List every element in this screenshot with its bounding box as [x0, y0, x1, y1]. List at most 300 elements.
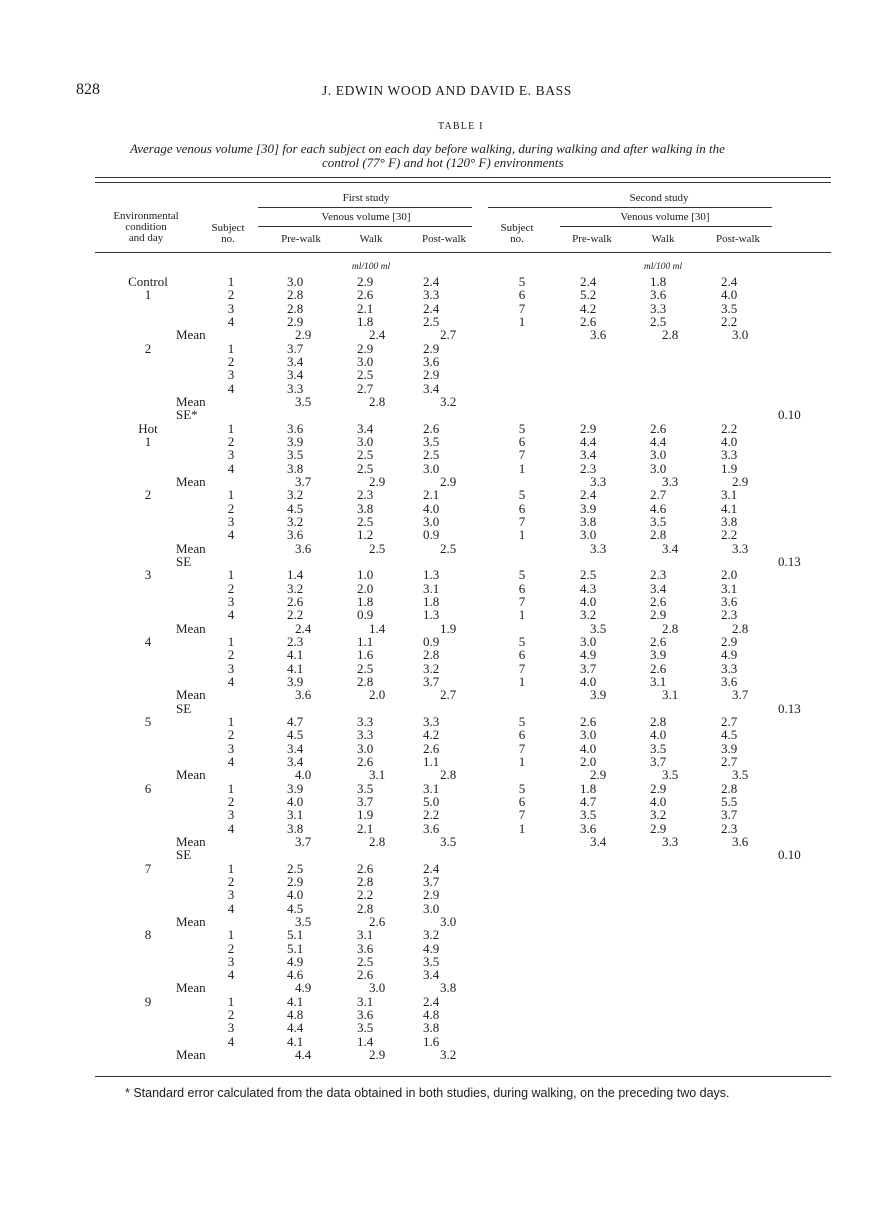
table-caption-line-2: control (77° F) and hot (120° F) environments — [322, 155, 564, 170]
condition-day-label: 3 — [144, 567, 152, 583]
subject-no-first: 3 — [227, 1020, 235, 1036]
mean-prewalk-second: 3.3 — [590, 540, 607, 556]
subject-no-second: 5 — [518, 567, 526, 583]
subject-no-first: 2 — [227, 873, 235, 889]
postwalk-value-second: 2.2 — [721, 313, 738, 329]
postwalk-value-first: 4.9 — [423, 940, 440, 956]
prewalk-value-first: 2.9 — [287, 313, 304, 329]
postwalk-value-second: 4.0 — [721, 433, 738, 449]
subject-no-first: 4 — [227, 460, 235, 476]
subject-no-second: 5 — [518, 420, 526, 436]
walk-value-first: 1.4 — [357, 1033, 374, 1049]
walk-value-second: 4.4 — [650, 433, 667, 449]
subject-no-first: 3 — [227, 887, 235, 903]
standard-error-value: 0.13 — [778, 553, 801, 569]
mean-prewalk-first: 3.7 — [295, 473, 312, 489]
walk-header-1: Walk — [359, 233, 383, 245]
subject-header-2-line-1: Subject — [500, 222, 534, 234]
walk-value-second: 2.7 — [650, 487, 667, 503]
mean-row — [0, 768, 890, 781]
postwalk-value-second: 2.8 — [721, 780, 738, 796]
subject-no-first: 1 — [227, 860, 235, 876]
prewalk-value-first: 4.5 — [287, 900, 304, 916]
prewalk-value-second: 4.3 — [580, 580, 597, 596]
mean-prewalk-second: 3.5 — [590, 620, 607, 636]
first-study-rule — [258, 207, 472, 208]
walk-value-second: 3.0 — [650, 460, 667, 476]
prewalk-value-second: 2.0 — [580, 753, 597, 769]
prewalk-value-first: 1.4 — [287, 567, 304, 583]
mean-prewalk-first: 2.9 — [295, 327, 312, 343]
second-study-header: Second study — [629, 192, 689, 204]
row-kind-label: SE — [176, 553, 192, 569]
condition-day-label: 5 — [144, 713, 152, 729]
walk-value-first: 1.1 — [357, 633, 374, 649]
prewalk-value-first: 2.6 — [287, 593, 304, 609]
subject-no-second: 6 — [518, 500, 526, 516]
subject-no-first: 4 — [227, 900, 235, 916]
table-row — [0, 368, 890, 381]
prewalk-value-second: 2.6 — [580, 313, 597, 329]
mean-walk-second: 2.8 — [662, 327, 679, 343]
table-row — [0, 528, 890, 541]
subject-no-second: 7 — [518, 740, 526, 756]
walk-value-first: 2.8 — [357, 673, 374, 689]
row-kind-label: SE — [176, 847, 192, 863]
walk-value-second: 2.6 — [650, 420, 667, 436]
mean-postwalk-second: 2.8 — [732, 620, 749, 636]
prewalk-value-second: 3.0 — [580, 527, 597, 543]
subject-no-first: 2 — [227, 1007, 235, 1023]
walk-value-second: 3.6 — [650, 287, 667, 303]
walk-value-first: 1.2 — [357, 527, 374, 543]
walk-value-second: 3.9 — [650, 647, 667, 663]
table-row — [0, 448, 890, 461]
table-row — [0, 422, 890, 435]
walk-value-second: 2.8 — [650, 713, 667, 729]
walk-value-first: 2.0 — [357, 580, 374, 596]
prewalk-value-second: 3.4 — [580, 447, 597, 463]
mean-row — [0, 835, 890, 848]
table-caption-line-1: Average venous volume [30] for each subject on each day before walking, during walking and after walking in the — [130, 141, 725, 156]
mean-prewalk-first: 4.9 — [295, 980, 312, 996]
walk-value-first: 3.7 — [357, 793, 374, 809]
env-header-line-3: and day — [128, 232, 164, 244]
walk-value-first: 2.6 — [357, 860, 374, 876]
subject-no-first: 1 — [227, 567, 235, 583]
mean-prewalk-second: 3.4 — [590, 833, 607, 849]
subject-no-second: 1 — [518, 607, 526, 623]
table-row — [0, 728, 890, 741]
condition-day-label: Hot — [138, 420, 158, 436]
prewalk-value-first: 4.0 — [287, 793, 304, 809]
table-row — [0, 515, 890, 528]
subject-no-second: 5 — [518, 780, 526, 796]
condition-day-label: Control — [128, 274, 168, 289]
prewalk-value-first: 3.2 — [287, 487, 304, 503]
mean-prewalk-first: 3.6 — [295, 687, 312, 703]
postwalk-value-second: 2.7 — [721, 753, 738, 769]
subject-no-second: 1 — [518, 673, 526, 689]
table-row — [0, 995, 890, 1008]
subject-no-first: 4 — [227, 313, 235, 329]
se-row — [0, 555, 890, 568]
walk-value-second: 3.0 — [650, 447, 667, 463]
subject-no-second: 1 — [518, 460, 526, 476]
prewalk-value-second: 2.6 — [580, 713, 597, 729]
postwalk-value-second: 3.6 — [721, 593, 738, 609]
walk-value-first: 2.5 — [357, 953, 374, 969]
mean-row — [0, 688, 890, 701]
table-row — [0, 755, 890, 768]
mean-postwalk-second: 3.0 — [732, 327, 749, 343]
subject-no-first: 1 — [227, 780, 235, 796]
table-row — [0, 435, 890, 448]
postwalk-value-first: 2.1 — [423, 487, 440, 503]
walk-value-second: 3.3 — [650, 300, 667, 316]
table-top-rule-2 — [95, 182, 831, 183]
walk-value-first: 3.5 — [357, 780, 374, 796]
table-row — [0, 582, 890, 595]
prewalk-value-first: 4.1 — [287, 1033, 304, 1049]
mean-walk-first: 2.6 — [369, 913, 386, 929]
table-row — [0, 888, 890, 901]
table-row — [0, 502, 890, 515]
prewalk-value-second: 3.0 — [580, 633, 597, 649]
table-row — [0, 875, 890, 888]
venous-volume-header-2: Venous volume [30] — [620, 211, 710, 223]
subject-no-second: 7 — [518, 447, 526, 463]
subject-no-first: 4 — [227, 820, 235, 836]
mean-walk-second: 3.3 — [662, 473, 679, 489]
walk-value-first: 3.6 — [357, 1007, 374, 1023]
table-row — [0, 1021, 890, 1034]
mean-row — [0, 542, 890, 555]
postwalk-value-first: 2.4 — [423, 300, 440, 316]
subject-no-first: 1 — [227, 420, 235, 436]
postwalk-value-first: 4.8 — [423, 1007, 440, 1023]
table-row — [0, 635, 890, 648]
walk-value-second: 2.3 — [650, 567, 667, 583]
mean-walk-first: 2.8 — [369, 833, 386, 849]
postwalk-value-second: 2.9 — [721, 633, 738, 649]
postwalk-value-second: 2.3 — [721, 820, 738, 836]
mean-prewalk-first: 4.4 — [295, 1047, 312, 1063]
prewalk-value-first: 3.2 — [287, 513, 304, 529]
walk-value-second: 2.5 — [650, 313, 667, 329]
subject-no-first: 2 — [227, 727, 235, 743]
table-row — [0, 462, 890, 475]
subject-no-second: 6 — [518, 580, 526, 596]
postwalk-value-first: 3.7 — [423, 673, 440, 689]
subject-no-first: 1 — [227, 713, 235, 729]
prewalk-value-first: 2.9 — [287, 873, 304, 889]
second-study-rule — [488, 207, 772, 208]
prewalk-value-second: 4.2 — [580, 300, 597, 316]
prewalk-value-first: 3.9 — [287, 433, 304, 449]
mean-postwalk-second: 3.3 — [732, 540, 749, 556]
walk-value-second: 4.6 — [650, 500, 667, 516]
table-label: TABLE I — [438, 121, 484, 132]
table-row — [0, 822, 890, 835]
postwalk-value-first: 1.3 — [423, 607, 440, 623]
walk-value-first: 2.6 — [357, 753, 374, 769]
mean-prewalk-first: 3.5 — [295, 393, 312, 409]
table-row — [0, 795, 890, 808]
postwalk-value-first: 1.6 — [423, 1033, 440, 1049]
condition-day-label: 9 — [144, 993, 152, 1009]
mean-walk-first: 2.5 — [369, 540, 386, 556]
postwalk-value-first: 3.5 — [423, 433, 440, 449]
subject-no-first: 1 — [227, 993, 235, 1009]
subject-no-second: 1 — [518, 313, 526, 329]
walk-value-first: 3.3 — [357, 727, 374, 743]
postwalk-value-first: 4.0 — [423, 500, 440, 516]
mean-prewalk-second: 3.6 — [590, 327, 607, 343]
table-row — [0, 302, 890, 315]
postwalk-value-second: 2.3 — [721, 607, 738, 623]
walk-value-first: 2.9 — [357, 274, 374, 289]
subject-no-second: 7 — [518, 807, 526, 823]
mean-postwalk-second: 3.6 — [732, 833, 749, 849]
postwalk-value-first: 2.4 — [423, 993, 440, 1009]
condition-day-label: 2 — [144, 340, 152, 356]
postwalk-value-second: 3.3 — [721, 447, 738, 463]
walk-value-first: 3.1 — [357, 927, 374, 943]
postwalk-value-first: 2.8 — [423, 647, 440, 663]
walk-value-first: 1.8 — [357, 313, 374, 329]
mean-row — [0, 981, 890, 994]
walk-value-first: 3.6 — [357, 940, 374, 956]
prewalk-value-second: 2.5 — [580, 567, 597, 583]
mean-walk-first: 2.9 — [369, 473, 386, 489]
prewalk-value-first: 3.0 — [287, 274, 304, 289]
venous-volume-header-1: Venous volume [30] — [321, 211, 411, 223]
postwalk-value-first: 3.5 — [423, 953, 440, 969]
subject-no-first: 3 — [227, 807, 235, 823]
walk-value-first: 2.5 — [357, 513, 374, 529]
postwalk-value-second: 5.5 — [721, 793, 738, 809]
walk-value-first: 2.8 — [357, 873, 374, 889]
subject-no-first: 3 — [227, 367, 235, 383]
postwalk-value-second: 4.5 — [721, 727, 738, 743]
subject-no-first: 1 — [227, 927, 235, 943]
table-row — [0, 382, 890, 395]
table-row — [0, 808, 890, 821]
subject-header-line-2: no. — [221, 233, 235, 245]
prewalk-value-first: 4.7 — [287, 713, 304, 729]
mean-row — [0, 328, 890, 341]
prewalk-value-second: 5.2 — [580, 287, 597, 303]
subject-header-2-line-2: no. — [510, 233, 524, 245]
walk-value-second: 1.8 — [650, 274, 667, 289]
postwalk-value-second: 3.5 — [721, 300, 738, 316]
postwalk-value-first: 4.2 — [423, 727, 440, 743]
walk-value-first: 2.6 — [357, 967, 374, 983]
subject-no-second: 1 — [518, 753, 526, 769]
postwalk-value-first: 3.8 — [423, 1020, 440, 1036]
postwalk-header-1: Post-walk — [422, 233, 466, 245]
condition-day-label: 4 — [144, 633, 152, 649]
walk-value-first: 1.9 — [357, 807, 374, 823]
walk-value-second: 3.7 — [650, 753, 667, 769]
env-header-line-1: Environmental — [113, 210, 179, 222]
postwalk-value-second: 2.2 — [721, 420, 738, 436]
subject-no-first: 4 — [227, 527, 235, 543]
walk-value-second: 2.6 — [650, 633, 667, 649]
postwalk-value-second: 2.7 — [721, 713, 738, 729]
table-row — [0, 342, 890, 355]
postwalk-value-second: 3.1 — [721, 580, 738, 596]
mean-prewalk-first: 3.6 — [295, 540, 312, 556]
postwalk-value-first: 3.3 — [423, 287, 440, 303]
subject-no-second: 5 — [518, 487, 526, 503]
mean-prewalk-second: 2.9 — [590, 767, 607, 783]
mean-prewalk-first: 3.5 — [295, 913, 312, 929]
prewalk-value-second: 4.9 — [580, 647, 597, 663]
walk-value-second: 3.4 — [650, 580, 667, 596]
prewalk-value-first: 3.3 — [287, 380, 304, 396]
table-row — [0, 595, 890, 608]
table-row — [0, 782, 890, 795]
venous-volume-rule-1 — [258, 226, 472, 227]
subject-no-first: 3 — [227, 740, 235, 756]
prewalk-value-second: 2.4 — [580, 274, 597, 289]
postwalk-value-second: 4.0 — [721, 287, 738, 303]
prewalk-value-second: 4.0 — [580, 740, 597, 756]
row-kind-label: Mean — [176, 767, 206, 783]
mean-row — [0, 1048, 890, 1061]
postwalk-value-second: 1.9 — [721, 460, 738, 476]
subject-no-second: 7 — [518, 513, 526, 529]
mean-postwalk-first: 2.8 — [440, 767, 457, 783]
mean-walk-second: 2.8 — [662, 620, 679, 636]
subject-no-second: 5 — [518, 713, 526, 729]
prewalk-value-second: 3.2 — [580, 607, 597, 623]
prewalk-value-first: 3.6 — [287, 527, 304, 543]
prewalk-value-first: 4.5 — [287, 727, 304, 743]
prewalk-value-second: 4.4 — [580, 433, 597, 449]
walk-value-first: 2.6 — [357, 287, 374, 303]
walk-value-second: 2.6 — [650, 660, 667, 676]
venous-volume-rule-2 — [560, 226, 772, 227]
subject-no-first: 4 — [227, 1033, 235, 1049]
footnote: * Standard error calculated from the data obtained in both studies, during walking, on the preceding two days. — [125, 1086, 730, 1100]
walk-value-first: 2.8 — [357, 900, 374, 916]
postwalk-value-first: 3.1 — [423, 780, 440, 796]
prewalk-value-second: 3.0 — [580, 727, 597, 743]
prewalk-header-1: Pre-walk — [281, 233, 321, 245]
walk-header-2: Walk — [651, 233, 675, 245]
mean-walk-second: 3.5 — [662, 767, 679, 783]
subject-no-first: 3 — [227, 953, 235, 969]
table-top-rule — [95, 177, 831, 178]
walk-value-first: 3.0 — [357, 353, 374, 369]
subject-no-first: 2 — [227, 647, 235, 663]
subject-no-first: 2 — [227, 940, 235, 956]
postwalk-value-first: 1.3 — [423, 567, 440, 583]
prewalk-value-first: 3.4 — [287, 353, 304, 369]
postwalk-value-second: 3.7 — [721, 807, 738, 823]
row-kind-label: Mean — [176, 620, 206, 636]
condition-day-label: 1 — [144, 433, 152, 449]
mean-postwalk-second: 3.5 — [732, 767, 749, 783]
subject-no-first: 4 — [227, 967, 235, 983]
subject-no-first: 2 — [227, 793, 235, 809]
subject-no-second: 5 — [518, 633, 526, 649]
mean-postwalk-first: 3.2 — [440, 393, 457, 409]
postwalk-value-first: 3.2 — [423, 927, 440, 943]
walk-value-first: 3.5 — [357, 1020, 374, 1036]
postwalk-value-first: 2.6 — [423, 420, 440, 436]
subject-no-first: 2 — [227, 433, 235, 449]
mean-prewalk-first: 2.4 — [295, 620, 312, 636]
prewalk-value-first: 3.6 — [287, 420, 304, 436]
walk-value-first: 2.5 — [357, 447, 374, 463]
se-row — [0, 702, 890, 715]
subject-no-first: 4 — [227, 380, 235, 396]
first-study-header: First study — [342, 192, 390, 204]
prewalk-header-2: Pre-walk — [572, 233, 612, 245]
subject-no-first: 4 — [227, 753, 235, 769]
walk-value-second: 2.6 — [650, 593, 667, 609]
subject-no-first: 1 — [227, 340, 235, 356]
row-kind-label: SE — [176, 700, 192, 716]
walk-value-second: 3.5 — [650, 740, 667, 756]
walk-value-second: 2.9 — [650, 607, 667, 623]
prewalk-value-first: 2.2 — [287, 607, 304, 623]
mean-row — [0, 622, 890, 635]
table-row — [0, 608, 890, 621]
prewalk-value-first: 3.8 — [287, 820, 304, 836]
walk-value-first: 2.5 — [357, 367, 374, 383]
se-row — [0, 408, 890, 421]
postwalk-value-first: 0.9 — [423, 633, 440, 649]
postwalk-value-second: 3.8 — [721, 513, 738, 529]
postwalk-value-first: 2.5 — [423, 447, 440, 463]
prewalk-value-first: 3.9 — [287, 673, 304, 689]
prewalk-value-second: 2.4 — [580, 487, 597, 503]
postwalk-value-second: 2.4 — [721, 274, 738, 289]
condition-day-label: 1 — [144, 287, 152, 303]
postwalk-header-2: Post-walk — [716, 233, 760, 245]
subject-no-second: 7 — [518, 660, 526, 676]
mean-walk-first: 2.0 — [369, 687, 386, 703]
walk-value-first: 2.5 — [357, 660, 374, 676]
postwalk-value-first: 2.9 — [423, 340, 440, 356]
walk-value-second: 4.0 — [650, 727, 667, 743]
prewalk-value-first: 2.8 — [287, 287, 304, 303]
subject-no-first: 2 — [227, 353, 235, 369]
prewalk-value-second: 4.0 — [580, 673, 597, 689]
prewalk-value-second: 2.3 — [580, 460, 597, 476]
subject-no-first: 3 — [227, 660, 235, 676]
mean-walk-first: 2.4 — [369, 327, 386, 343]
prewalk-value-first: 3.4 — [287, 367, 304, 383]
walk-value-first: 3.8 — [357, 500, 374, 516]
walk-value-first: 3.1 — [357, 993, 374, 1009]
postwalk-value-second: 2.2 — [721, 527, 738, 543]
condition-day-label: 6 — [144, 780, 152, 796]
table-row — [0, 1035, 890, 1048]
postwalk-value-first: 3.7 — [423, 873, 440, 889]
walk-value-first: 3.0 — [357, 740, 374, 756]
postwalk-value-first: 2.5 — [423, 313, 440, 329]
standard-error-value: 0.10 — [778, 847, 801, 863]
subject-no-second: 1 — [518, 527, 526, 543]
walk-value-first: 2.2 — [357, 887, 374, 903]
postwalk-value-first: 2.6 — [423, 740, 440, 756]
